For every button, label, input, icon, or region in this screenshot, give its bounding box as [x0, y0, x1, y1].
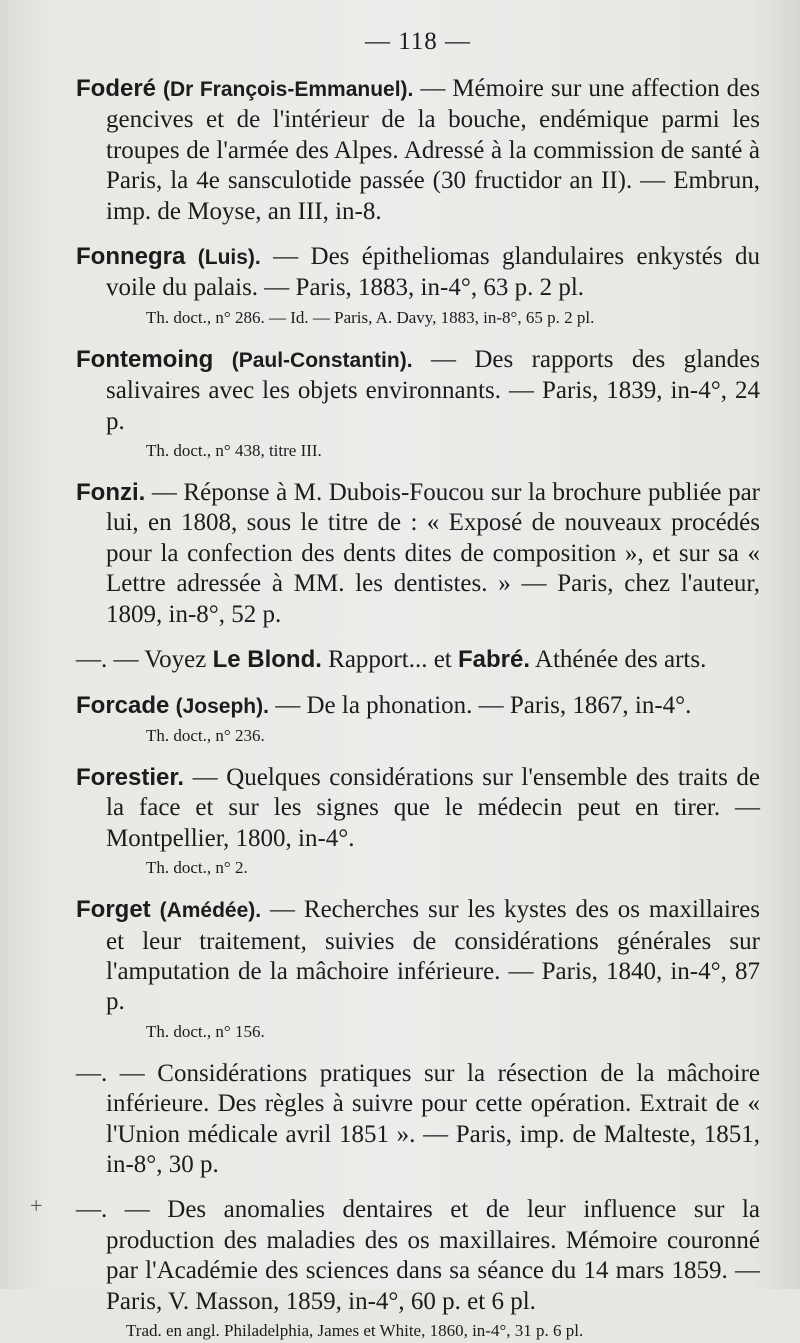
entry-author: Fonzi.: [76, 479, 146, 507]
entry-fonnegra: [76, 242, 760, 330]
entry-fodere: [76, 74, 760, 227]
entry-note: Th. doct., n° 438, titre III.: [146, 441, 322, 461]
entry-given-name: (Amédée).: [159, 899, 262, 923]
entry-fontemoing: [76, 345, 760, 463]
cross-reference: Fabré.: [458, 646, 531, 674]
entry-author: Fonnegra: [76, 243, 186, 271]
entry-note: Th. doct., n° 156.: [146, 1021, 265, 1041]
entry-author: Forcade: [76, 691, 170, 719]
entry-text: — Mémoire sur une affection des gencives et de l'intérieur de la bouche, endémique parmi les troupes de l'armée des Alpes. Adressé à la commission de santé à Paris, la 4e sansculotide passée (30 fructidor an II). — Embrun, imp. de Moyse, an III, in-8.: [106, 75, 761, 225]
entry-given-name: (Dr François-Emmanuel).: [162, 78, 414, 101]
entry-given-name: (Joseph).: [175, 694, 269, 718]
entry-text: — Recherches sur les kystes des os maxillaires et leur traitement, suivies de considérations générales sur l'amputation de la mâchoire inférieure. — Paris, 1840, in-4°, 87 p.: [106, 896, 760, 1016]
entry-text: — Réponse à M. Dubois-Foucou sur la brochure publiée par lui, en 1808, sous le titre de : « Exposé de nouveaux procédés pour la confection des dents dites de composition », et sur sa « Lettre adressée à MM. les dentistes. » — Paris, chez l'auteur, 1809, in-8°, 52 p.: [106, 479, 760, 628]
entry-fonzi-see-also: [76, 645, 760, 675]
entry-forcade: [76, 691, 760, 748]
entry-text: Rapport... et: [321, 646, 458, 674]
entry-text: —. — Voyez: [76, 646, 213, 674]
cross-reference: Le Blond.: [212, 646, 322, 674]
entry-given-name: (Luis).: [197, 246, 261, 270]
entry-author: Fontemoing: [76, 345, 214, 373]
entry-forget-3: [30, 1193, 760, 1343]
entry-text: —. — Considérations pratiques sur la résection de la mâchoire inférieure. Des règles à suivre pour cette opération. Extrait de « l'Union médicale avril 1851 ». — Paris, imp. de Malteste, 1851, in-8°, 30 p.: [76, 1059, 760, 1178]
entry-text: Athénée des arts.: [530, 646, 707, 674]
entry-fonzi: [76, 478, 760, 630]
entry-text: —. — Des anomalies dentaires et de leur influence sur la production des maladies des os maxillaires. Mémoire couronné par l'Académie des sciences dans sa séance du 14 mars 1859. — Paris, V. Masson, 1859, in-4°, 60 p. et 6 pl.: [76, 1196, 760, 1315]
entry-note: Trad. en angl. Philadelphia, James et White, 1860, in-4°, 31 p. 6 pl.: [126, 1321, 584, 1340]
entry-forestier: [76, 763, 760, 880]
entry-forget-2: [76, 1059, 760, 1181]
entry-text: — Des épitheliomas glandulaires enkystés du voile du palais. — Paris, 1883, in-4°, 63 p. 2 pl.: [106, 243, 761, 302]
page-number: — 118 —: [364, 28, 472, 55]
entry-text: — Quelques considérations sur l'ensemble des traits de la face et sur les signes que le médecin peut en tirer. — Montpellier, 1800, in-4°.: [106, 763, 760, 852]
entry-author: Forestier.: [76, 763, 185, 791]
entry-text: — Des rapports des glandes salivaires avec les objets environnants. — Paris, 1839, in-4°, 24 p.: [106, 345, 761, 435]
entry-given-name: (Paul-Constantin).: [231, 348, 413, 372]
entry-forget: [76, 895, 760, 1044]
entry-text: — De la phonation. — Paris, 1867, in-4°.: [268, 691, 692, 719]
margin-mark: +: [30, 1193, 43, 1219]
entry-note: Th. doct., n° 2.: [146, 858, 248, 878]
entry-note: Th. doct., n° 286. — Id. — Paris, A. Davy, 1883, in-8°, 65 p. 2 pl.: [146, 307, 595, 327]
entry-note: Th. doct., n° 236.: [146, 725, 265, 745]
entry-author: Foderé: [76, 75, 157, 102]
entry-author: Forget: [76, 896, 151, 924]
